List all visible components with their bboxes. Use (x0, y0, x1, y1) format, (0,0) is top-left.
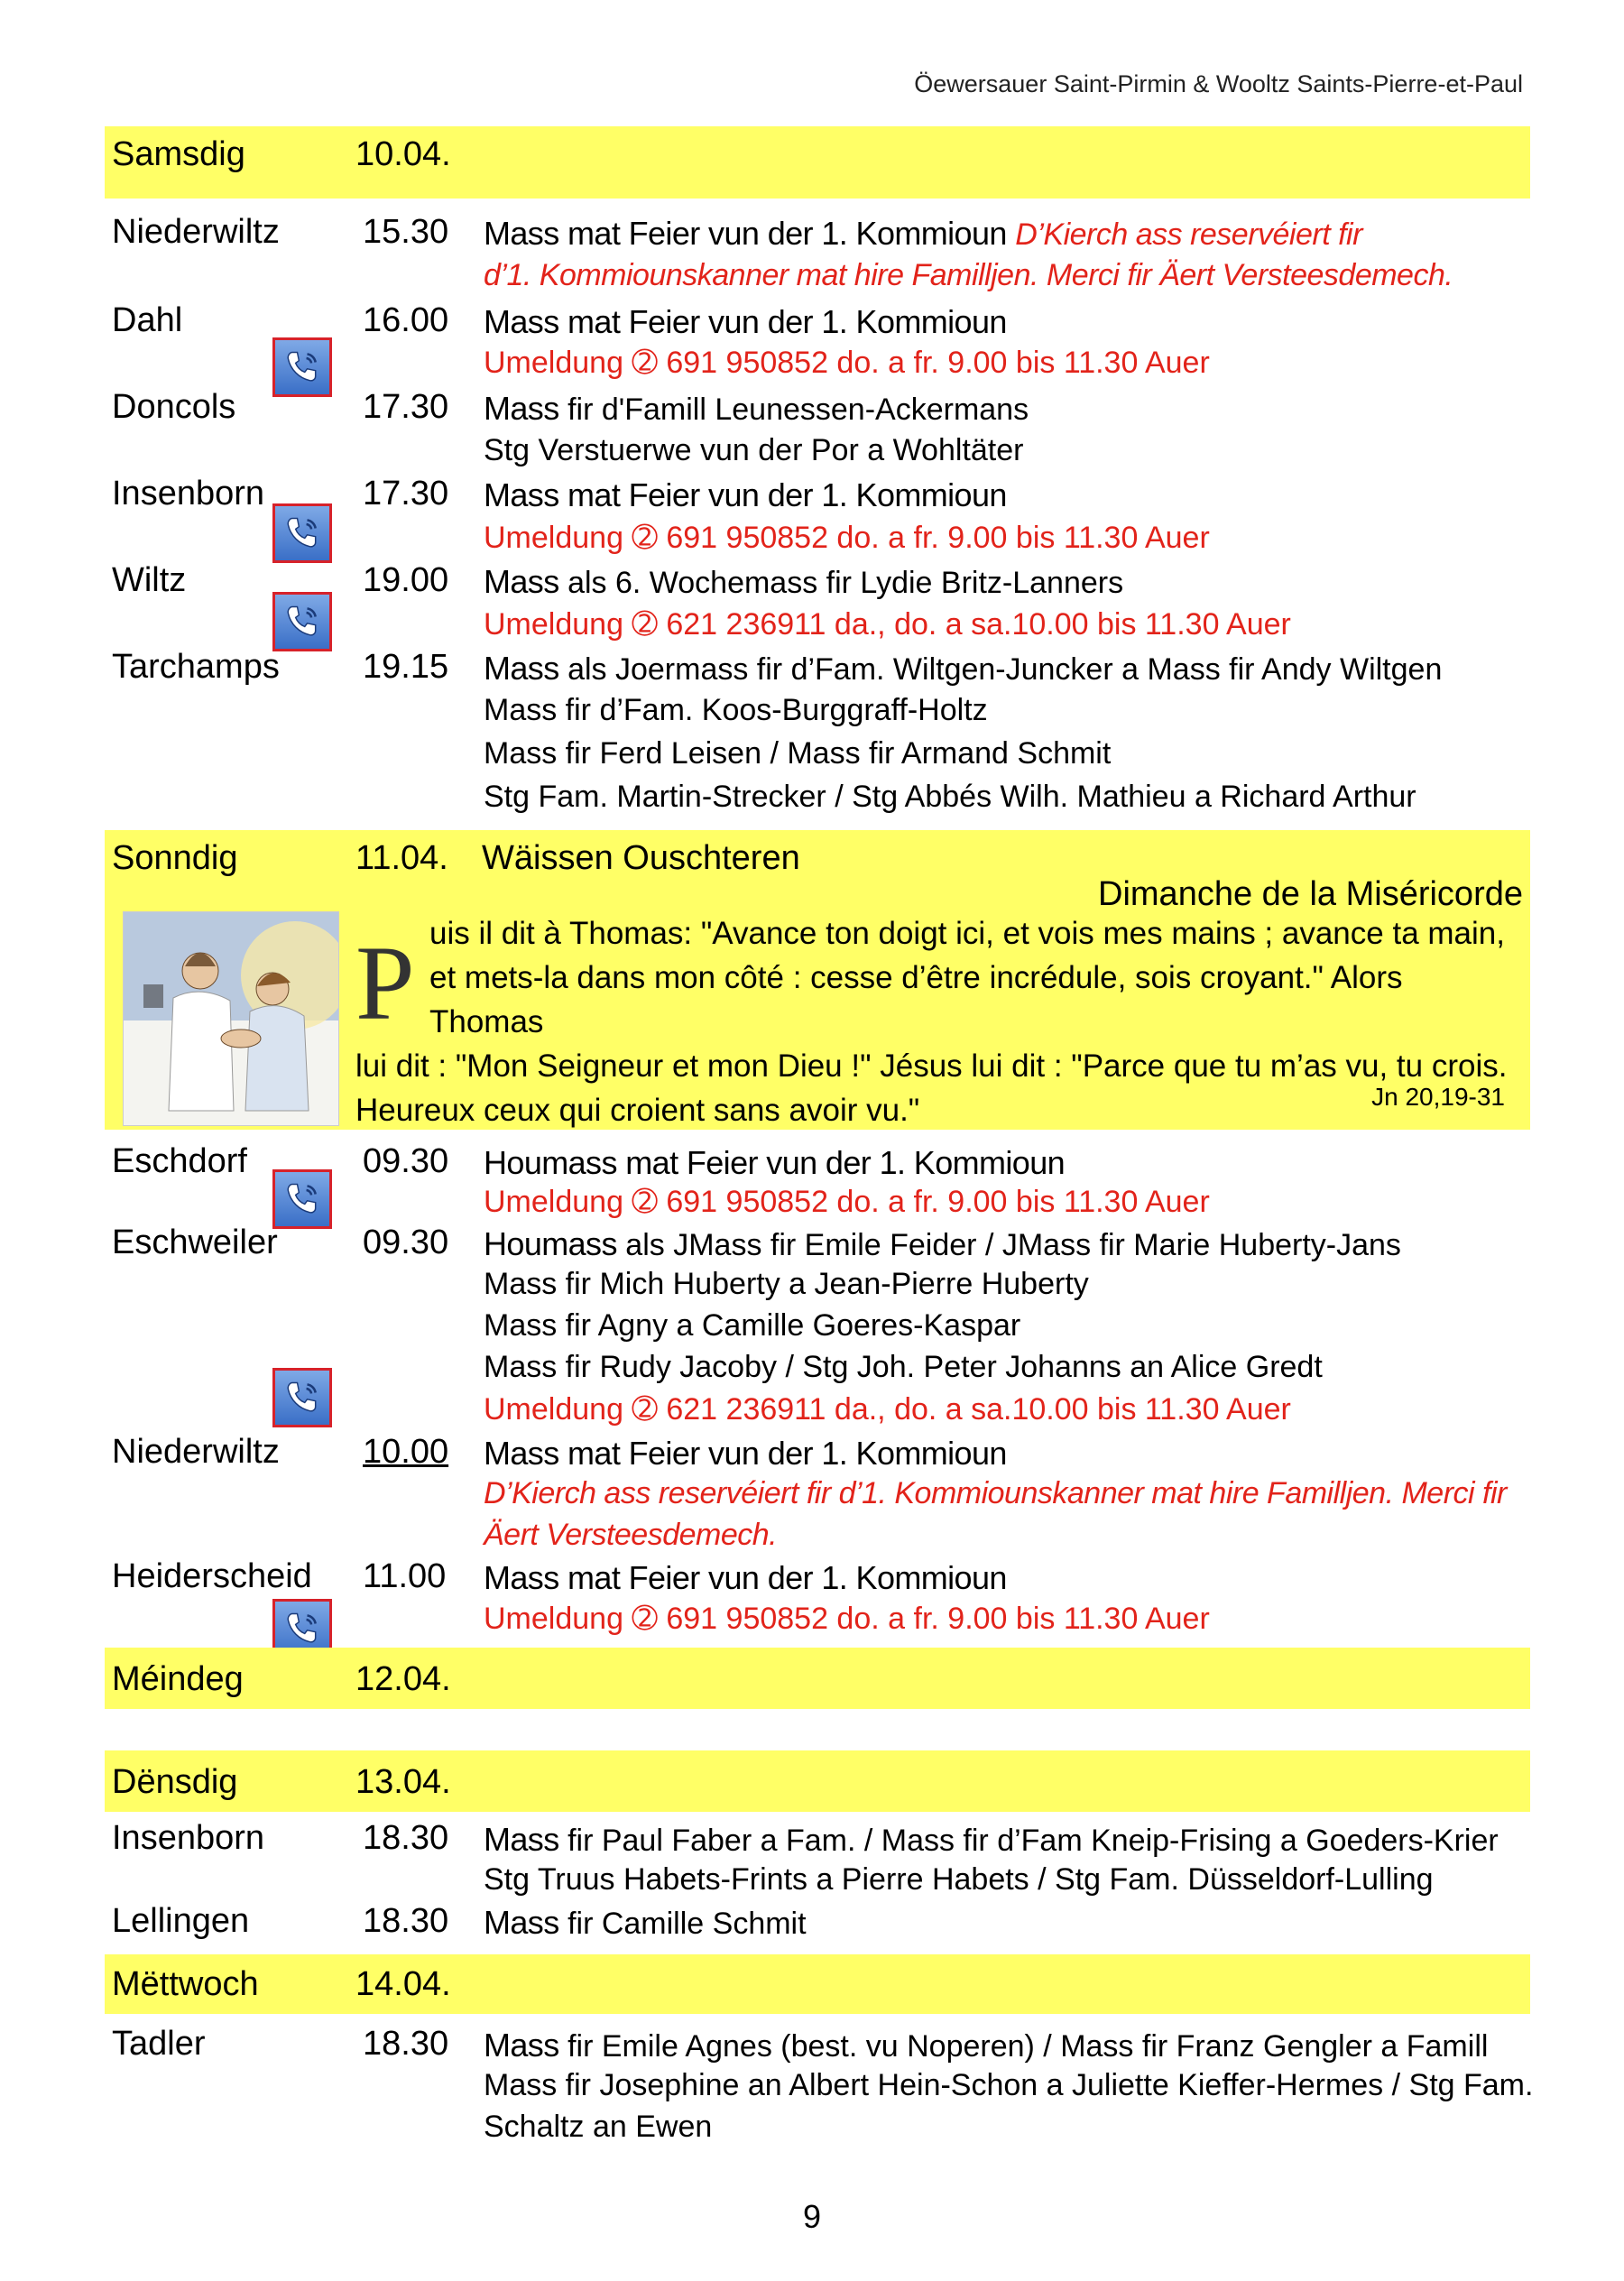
day-band-mettwoch (105, 1954, 1530, 2014)
mass-title: Mass mat Feier vun der 1. Kommioun (484, 215, 1007, 252)
quote-line: lui dit : "Mon Seigneur et mon Dieu !" Jésus lui dit : "Parce que tu m’as vu, tu crois. (355, 1048, 1508, 1084)
day-date: 10.04. (355, 135, 451, 173)
time: 19.00 (363, 561, 449, 599)
time: 19.15 (363, 648, 449, 686)
gospel-quote (355, 911, 1521, 1132)
mass-title: Houmass mat Feier vun der 1. Kommioun (484, 1144, 1066, 1181)
time: 16.00 (363, 301, 449, 339)
mass-title: Mass mat Feier vun der 1. Kommioun (484, 1559, 1007, 1596)
note: D’Kierch ass reservéiert fir (1015, 217, 1362, 252)
place: Wiltz (112, 561, 187, 599)
note-line: D’Kierch ass reservéiert fir d’1. Kommiounskanner mat hire Familljen. Merci fir (484, 1476, 1507, 1510)
time: 17.30 (363, 475, 449, 513)
mass-intention: als Joermass fir d’Fam. Wiltgen-Juncker a Mass fir Andy Wiltgen (558, 652, 1443, 687)
mass-title: Mass (484, 1821, 559, 1858)
intention-line: Mass fir Ferd Leisen / Mass fir Armand Schmit (484, 736, 1112, 771)
time: 18.30 (363, 1902, 449, 1940)
place: Tadler (112, 2025, 206, 2063)
mass-intention: als 6. Wochemass fir Lydie Britz-Lanners (558, 566, 1124, 600)
quote-line: et mets-la dans mon côté : cesse d’être incrédule, sois croyant." Alors Thomas (429, 960, 1403, 1039)
registration-line: Umeldung ➁ 691 950852 do. a fr. 9.00 bis 11.30 Auer (484, 1185, 1210, 1219)
registration-line: Umeldung ➁ 621 236911 da., do. a sa.10.00 bis 11.30 Auer (484, 1392, 1291, 1427)
mass-line (484, 476, 1007, 514)
mass-line (484, 650, 1442, 688)
day-date: 11.04. (355, 839, 448, 877)
intention-line: Mass fir d’Fam. Koos-Burggraff-Holtz (484, 693, 988, 727)
mass-intention: fir Paul Faber a Fam. / Mass fir d’Fam Kneip-Frising a Goeders-Krier (558, 1824, 1499, 1858)
quote-line: uis il dit à Thomas: "Avance ton doigt ici, et vois mes mains ; avance ta main, (429, 916, 1505, 951)
mass-line (484, 1144, 1065, 1182)
intention-line: Stg Fam. Martin-Strecker / Stg Abbés Wilh. Mathieu a Richard Arthur (484, 780, 1416, 814)
mass-line (484, 303, 1007, 341)
place: Heiderscheid (112, 1557, 312, 1595)
mass-line (484, 1435, 1007, 1473)
place: Doncols (112, 388, 236, 426)
mass-intention: fir d'Famill Leunessen-Ackermans (558, 392, 1029, 427)
place: Insenborn (112, 475, 265, 513)
time: 15.30 (363, 213, 449, 251)
day-date: 13.04. (355, 1763, 451, 1801)
day-date: 14.04. (355, 1965, 451, 2003)
place: Lellingen (112, 1902, 250, 1940)
day-name: Méindeg (112, 1660, 244, 1698)
time: 18.30 (363, 2025, 449, 2063)
registration-line: Umeldung ➁ 691 950852 do. a fr. 9.00 bis 11.30 Auer (484, 1602, 1210, 1636)
mass-line (484, 1225, 1401, 1263)
phone-icon (272, 1169, 332, 1229)
day-date: 12.04. (355, 1660, 451, 1698)
place: Tarchamps (112, 648, 280, 686)
mass-title: Mass (484, 563, 559, 600)
day-band-densdig (105, 1750, 1530, 1812)
place: Niederwiltz (112, 1433, 280, 1471)
intention-line: Stg Verstuerwe vun der Por a Wohltäter (484, 433, 1024, 467)
time: 18.30 (363, 1819, 449, 1857)
phone-icon (272, 592, 332, 651)
day-name: Dënsdig (112, 1763, 238, 1801)
mass-intention: fir Emile Agnes (best. vu Noperen) / Mass fir Franz Gengler a Famill (558, 2029, 1489, 2064)
place: Insenborn (112, 1819, 265, 1857)
phone-icon (272, 1368, 332, 1427)
note-line: d’1. Kommiounskanner mat hire Familljen. Merci fir Äert Versteesdemech. (484, 258, 1453, 292)
registration-line: Umeldung ➁ 621 236911 da., do. a sa.10.00 bis 11.30 Auer (484, 607, 1291, 642)
time: 17.30 (363, 388, 449, 426)
time: 10.00 (363, 1433, 449, 1471)
drop-cap: P (355, 924, 415, 1042)
mass-title: Mass (484, 390, 559, 427)
note-line: Äert Versteesdemech. (484, 1518, 778, 1552)
feast-subtitle: Dimanche de la Miséricorde (1098, 875, 1523, 913)
place: Dahl (112, 301, 183, 339)
mass-title: Mass (484, 1904, 559, 1941)
day-band-meindeg (105, 1648, 1530, 1709)
mass-title: Mass mat Feier vun der 1. Kommioun (484, 476, 1007, 513)
mass-line (484, 1904, 807, 1942)
day-name: Samsdig (112, 135, 245, 173)
mass-title: Houmass (484, 1225, 617, 1262)
intention-line: Schaltz an Ewen (484, 2110, 713, 2144)
mass-title: Mass (484, 2027, 559, 2064)
place: Eschdorf (112, 1142, 247, 1180)
intention-line: Mass fir Josephine an Albert Hein-Schon a Juliette Kieffer-Hermes / Stg Fam. (484, 2068, 1534, 2102)
mass-intention: als JMass fir Emile Feider / JMass fir Marie Huberty-Jans (616, 1228, 1401, 1262)
gospel-quote-box (105, 875, 1530, 1130)
registration-line: Umeldung ➁ 691 950852 do. a fr. 9.00 bis 11.30 Auer (484, 521, 1210, 555)
mass-line (484, 215, 1362, 253)
time: 09.30 (363, 1224, 449, 1261)
mass-title: Mass mat Feier vun der 1. Kommioun (484, 1435, 1007, 1472)
page-header: Öewersauer Saint-Pirmin & Wooltz Saints-Pierre-et-Paul (914, 70, 1523, 97)
mass-intention: fir Camille Schmit (558, 1907, 807, 1941)
time: 09.30 (363, 1142, 449, 1180)
intention-line: Mass fir Mich Huberty a Jean-Pierre Huberty (484, 1267, 1089, 1301)
intention-line: Mass fir Agny a Camille Goeres-Kaspar (484, 1308, 1021, 1343)
intention-line: Mass fir Rudy Jacoby / Stg Joh. Peter Johanns an Alice Gredt (484, 1350, 1323, 1384)
day-name: Sonndig (112, 839, 238, 877)
mass-line (484, 2027, 1488, 2064)
time: 11.00 (363, 1557, 447, 1595)
mass-line (484, 1821, 1499, 1859)
day-name: Mëttwoch (112, 1965, 259, 2003)
painting-image (123, 911, 339, 1126)
quote-line: Heureux ceux qui croient sans avoir vu." (355, 1093, 920, 1128)
mass-line (484, 390, 1029, 428)
registration-line: Umeldung ➁ 691 950852 do. a fr. 9.00 bis 11.30 Auer (484, 346, 1210, 380)
mass-line (484, 563, 1123, 601)
place: Eschweiler (112, 1224, 278, 1261)
intention-line: Stg Truus Habets-Frints a Pierre Habets / Stg Fam. Düsseldorf-Lulling (484, 1862, 1434, 1897)
phone-icon (272, 337, 332, 397)
day-band-samsdig (105, 126, 1530, 199)
place: Niederwiltz (112, 213, 280, 251)
mass-line (484, 1559, 1007, 1597)
page-number: 9 (802, 2198, 822, 2235)
scripture-reference: Jn 20,19-31 (1371, 1083, 1505, 1111)
feast-title: Wäissen Ouschteren (482, 839, 800, 877)
mass-title: Mass mat Feier vun der 1. Kommioun (484, 303, 1007, 340)
phone-icon (272, 503, 332, 563)
mass-title: Mass (484, 650, 559, 687)
